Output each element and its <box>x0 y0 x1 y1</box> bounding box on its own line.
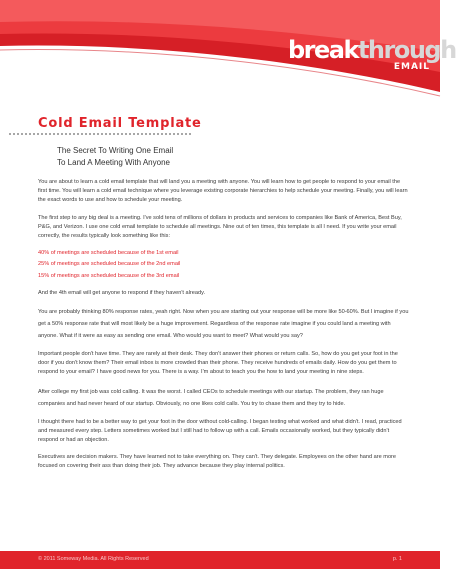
header-banner <box>0 0 456 100</box>
page-title: Cold Email Template <box>38 116 202 131</box>
paragraph-response-rates: You are probably thinking 80% response rates, yeah right. Now when you are starting out your response will be more like 50-60%. But I imagine if you get a 50% response rate that will most likely be a huge improvement. Regardless of the response rate imagine if you could land a meeting with anyone. What if it were as easy as sending one email. Who would you want to meet? What would you say? <box>38 309 409 340</box>
paragraph-better-way: I thought there had to be a better way to get your foot in the door without cold-calling. I began testing what worked and what didn't. I read, practiced and measured every step. Letters sometimes worked but I still had to follow up with a call. Emails occasionally worked, but they typically didn't respond or had an objection. <box>38 418 402 444</box>
subtitle-line-2: To Land A Meeting With Anyone <box>57 158 170 167</box>
logo-email: EMAIL <box>393 62 430 72</box>
page-number: p. 1 <box>392 556 402 562</box>
paragraph-fourth-email: And the 4th email will get anyone to respond if they haven't already. <box>38 289 206 296</box>
stat-first-email: 40% of meetings are scheduled because of the 1st email <box>38 250 179 257</box>
paragraph-cold-calling: After college my first job was cold calling. It was the worst. I called CEOs to schedule meetings with our startup. The problem, they ran huge companies and had never heard of our startup. Obviously, no one likes cold calls. You try to chase them and they try to hide. <box>38 388 384 407</box>
logo-wordmark <box>288 36 456 64</box>
breakthrough-logo <box>288 36 456 76</box>
footer-bar <box>0 551 440 569</box>
stat-second-email: 25% of meetings are scheduled because of the 2nd email <box>38 261 181 268</box>
stat-third-email: 15% of meetings are scheduled because of the 3rd email <box>38 272 180 279</box>
paragraph-first-step: The first step to any big deal is a meeting. I've sold tens of millions of dollars in products and services to companies like Bank of America, Best Buy, P&G, and Verizon. I use one cold email template to schedule all meetings. Nine out of ten times, this template is all I need. If you write your email correctly, the results typically look something like this: <box>38 214 402 240</box>
title-row <box>8 116 202 136</box>
paragraph-important-people: Important people don't have time. They are rarely at their desk. They don't answer their phones or return calls. So, how do you get your foot in the door if you don't know them? Their email inbox is more crowded than their phone. They receive hundreds of emails daily. How do you get them to respond to your email? I have good news for you. There is a way. I'm about to teach you the how to land your meeting in nine steps. <box>38 351 398 376</box>
dotted-rule <box>8 133 193 135</box>
logo-part-break: break <box>288 36 358 64</box>
paragraph-intro: You are about to learn a cold email template that will land you a meeting with anyone. You will learn how to get people to respond to your email the first time. You will learn a cold email technique where you leverage existing corporate hierarchies to help schedule your meeting. Finally, you will learn the exact words to use and how to schedule your meeting. <box>38 179 408 204</box>
paragraph-executives: Executives are decision makers. They have learned not to take everything on. They can't. They delegate. Employees on the other hand are more focused on covering their ass than doing their job. They advance because they play internal politics. <box>38 454 397 470</box>
document-body <box>38 178 410 480</box>
logo-part-through: through <box>357 36 456 64</box>
subtitle-line-1: The Secret To Writing One Email <box>57 146 174 155</box>
footer-copyright: © 2011 Someway Media. All Rights Reserved <box>38 556 149 562</box>
